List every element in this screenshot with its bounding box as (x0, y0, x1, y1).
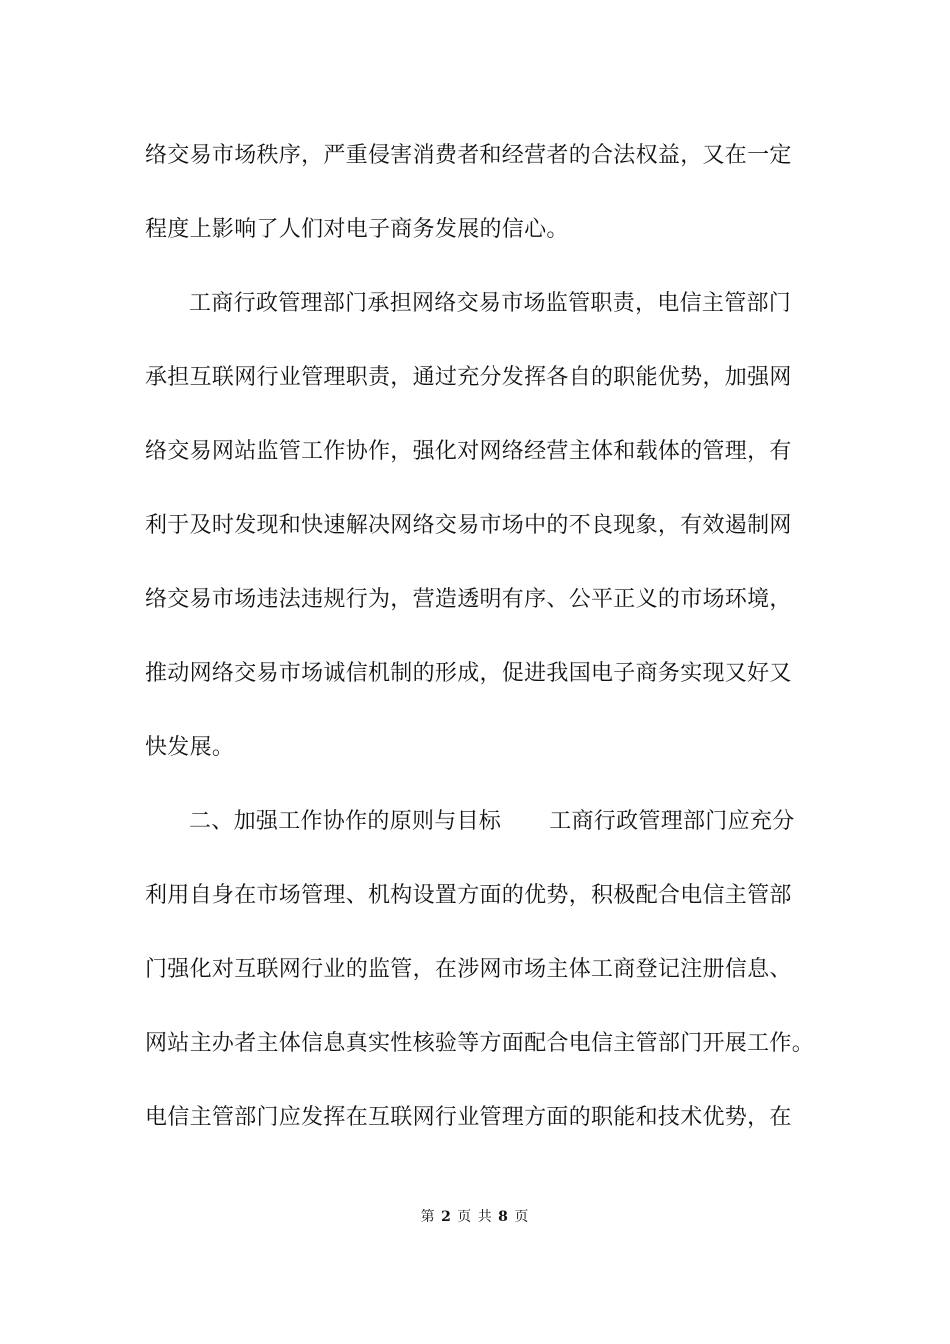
text-line: 推动网络交易市场诚信机制的形成，促进我国电子商务实现又好又 (145, 661, 792, 686)
text-line: 程度上影响了人们对电子商务发展的信心。 (145, 217, 569, 242)
text-line: 电信主管部门应发挥在互联网行业管理方面的职能和技术优势，在 (145, 1105, 792, 1130)
footer-suffix: 页 (514, 1209, 530, 1225)
section-heading: 二、加强工作协作的原则与目标 (189, 809, 502, 834)
total-page-number: 8 (498, 1209, 509, 1225)
text-line: 络交易市场秩序，严重侵害消费者和经营者的合法权益，又在一定 (145, 143, 792, 168)
text-line: 工商行政管理部门承担网络交易市场监管职责，电信主管部门 (189, 291, 792, 316)
footer-middle: 页 共 (457, 1209, 493, 1225)
text-line: 快发展。 (145, 735, 235, 760)
current-page-number: 2 (441, 1209, 452, 1225)
page-footer (0, 1208, 950, 1226)
section-heading-line (189, 807, 795, 837)
text-line: 承担互联网行业管理职责，通过充分发挥各自的职能优势，加强网 (145, 365, 792, 390)
text-line: 门强化对互联网行业的监管，在涉网市场主体工商登记注册信息、 (145, 957, 792, 982)
text-line: 网站主办者主体信息真实性核验等方面配合电信主管部门开展工作。 (145, 1031, 815, 1056)
text-line: 利于及时发现和快速解决网络交易市场中的不良现象，有效遏制网 (145, 513, 792, 538)
footer-prefix: 第 (420, 1209, 436, 1225)
text-line: 络交易网站监管工作协作，强化对网络经营主体和载体的管理，有 (145, 439, 792, 464)
text-line: 利用自身在市场管理、机构设置方面的优势，积极配合电信主管部 (145, 883, 792, 908)
section-text: 工商行政管理部门应充分 (549, 809, 795, 834)
text-line: 络交易市场违法违规行为，营造透明有序、公平正义的市场环境， (145, 587, 792, 612)
